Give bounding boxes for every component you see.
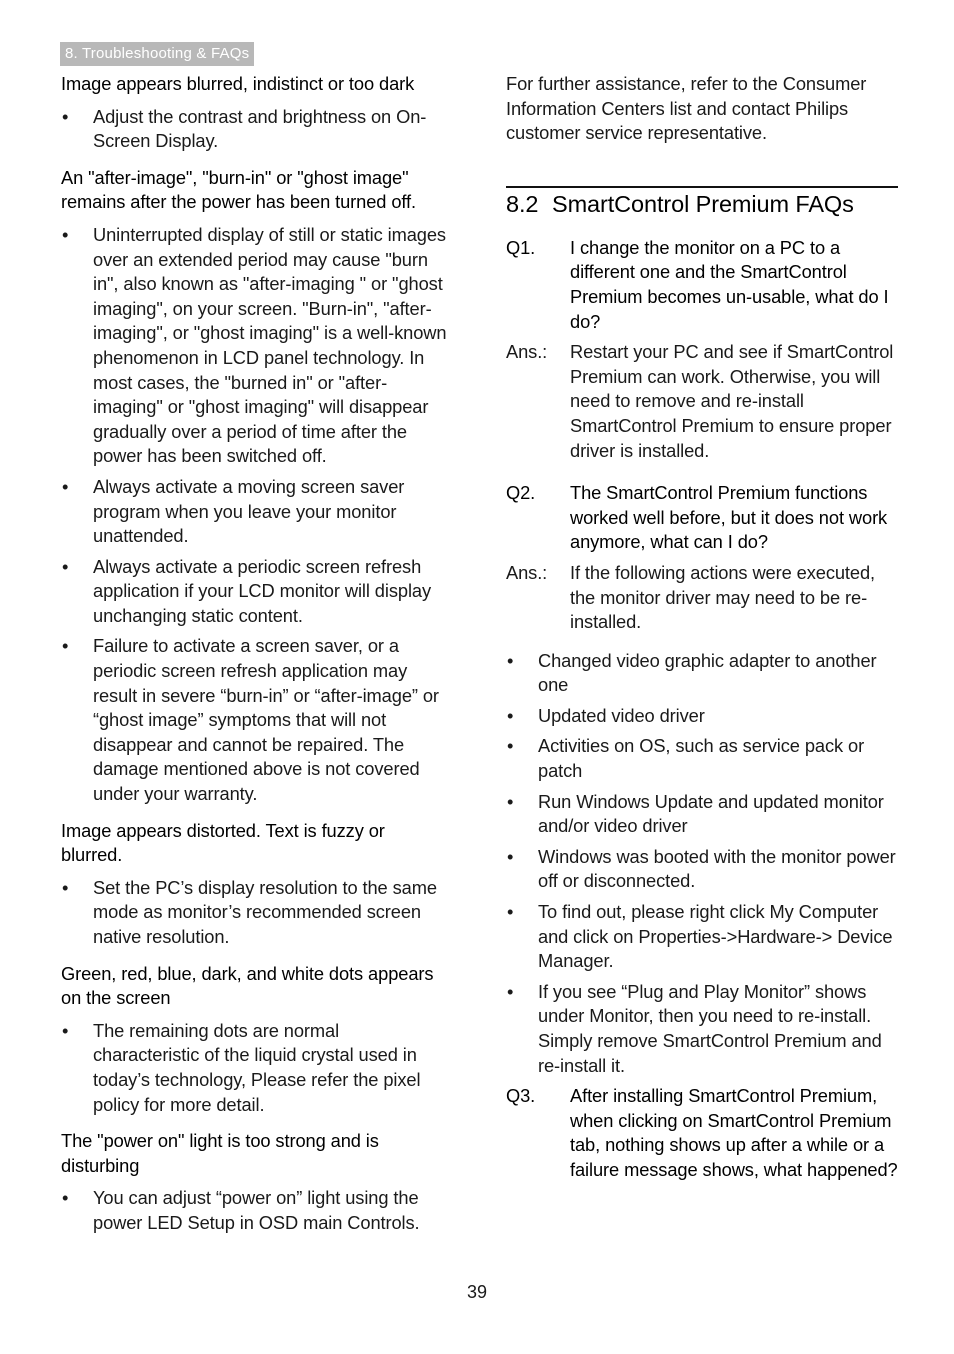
bullet-list xyxy=(61,1019,449,1117)
faq-question-3 xyxy=(506,1084,898,1182)
question-label: Q3. xyxy=(506,1085,536,1107)
list-item: • To find out, please right click My Computer and click on Properties->Hardware-> Device Manager. xyxy=(506,900,898,974)
faq-question-2 xyxy=(506,481,898,555)
section-number: 8.2 xyxy=(506,190,539,217)
question-text: The SmartControl Premium functions worked well before, but it does not work anymore, what can I do? xyxy=(570,482,888,553)
section-tag: 8. Troubleshooting & FAQs xyxy=(60,42,254,66)
faq-question-1 xyxy=(506,236,898,334)
left-column xyxy=(61,72,449,1242)
list-item: • Updated video driver xyxy=(506,704,898,729)
list-item: • Uninterrupted display of still or static images over an extended period may cause "burn in", also known as "after-imaging " or "ghost imaging", on your screen. "Burn-in", "after-imaging", or "ghost imaging" is a well-known phenomenon in LCD panel technology. In most cases, the "burned in" or "after-imaging" or "ghost imaging" will disappear gradually over a period of time after the power has been switched off. xyxy=(61,223,449,469)
answer-text: Restart your PC and see if SmartControl Premium can work. Otherwise, you will need to remove and re-install SmartControl Premium to ensure proper driver is installed. xyxy=(570,341,894,461)
list-item: • Changed video graphic adapter to another one xyxy=(506,649,898,698)
list-item: • Run Windows Update and updated monitor and/or video driver xyxy=(506,790,898,839)
heading-power-light: The "power on" light is too strong and is disturbing xyxy=(61,1130,379,1176)
section-title-text: SmartControl Premium FAQs xyxy=(552,190,854,217)
assistance-paragraph: For further assistance, refer to the Consumer Information Centers list and contact Philips customer service representative. xyxy=(506,73,867,144)
bullet-list xyxy=(61,876,449,950)
bullet-list xyxy=(61,223,449,807)
question-label: Q2. xyxy=(506,482,536,504)
bullet-list xyxy=(506,649,898,1079)
right-column xyxy=(506,72,898,1183)
heading-dots: Green, red, blue, dark, and white dots appears on the screen xyxy=(61,962,434,1009)
list-item: • Always activate a moving screen saver program when you leave your monitor unattended. xyxy=(61,475,449,549)
bullet-list xyxy=(61,105,449,154)
question-text: After installing SmartControl Premium, when clicking on SmartControl Premium tab, nothing shows up after a while or a failure message shows, what happened? xyxy=(570,1085,898,1180)
answer-label: Ans.: xyxy=(506,341,548,363)
list-item: • Windows was booted with the monitor power off or disconnected. xyxy=(506,845,898,894)
bullet-list xyxy=(61,1186,449,1235)
question-label: Q1. xyxy=(506,236,536,258)
section-title xyxy=(506,186,898,218)
list-item: • Failure to activate a screen saver, or a periodic screen refresh application may result in severe “burn-in” or “after-image” or “ghost image” symptoms that will not disappear and cannot be repaired. The damage mentioned above is not covered under your warranty. xyxy=(61,634,449,806)
list-item: • You can adjust “power on” light using the power LED Setup in OSD main Controls. xyxy=(61,1186,449,1235)
faq-answer-1 xyxy=(506,340,898,463)
list-item: • The remaining dots are normal characteristic of the liquid crystal used in today’s technology, Please refer the pixel policy for more detail. xyxy=(61,1019,449,1117)
list-item: • Adjust the contrast and brightness on On-Screen Display. xyxy=(61,105,449,154)
list-item: • If you see “Plug and Play Monitor” shows under Monitor, then you need to re-install. Simply remove SmartControl Premium and re-install it. xyxy=(506,980,898,1078)
faq-answer-2 xyxy=(506,561,898,635)
heading-after-image: An "after-image", "burn-in" or "ghost image" remains after the power has been turned off. xyxy=(61,166,417,213)
answer-text: If the following actions were executed, the monitor driver may need to be re-installed. xyxy=(570,561,876,633)
list-item: • Always activate a periodic screen refresh application if your LCD monitor will display unchanging static content. xyxy=(61,555,449,629)
heading-blurred: Image appears blurred, indistinct or too dark xyxy=(61,73,415,94)
heading-distorted: Image appears distorted. Text is fuzzy or blurred. xyxy=(61,819,385,866)
answer-label: Ans.: xyxy=(506,561,548,583)
list-item: • Set the PC’s display resolution to the same mode as monitor’s recommended screen native resolution. xyxy=(61,876,449,950)
list-item: • Activities on OS, such as service pack or patch xyxy=(506,734,898,783)
question-text: I change the monitor on a PC to a different one and the SmartControl Premium becomes un-usable, what do I do? xyxy=(570,236,889,332)
page-number: 39 xyxy=(466,1282,488,1302)
